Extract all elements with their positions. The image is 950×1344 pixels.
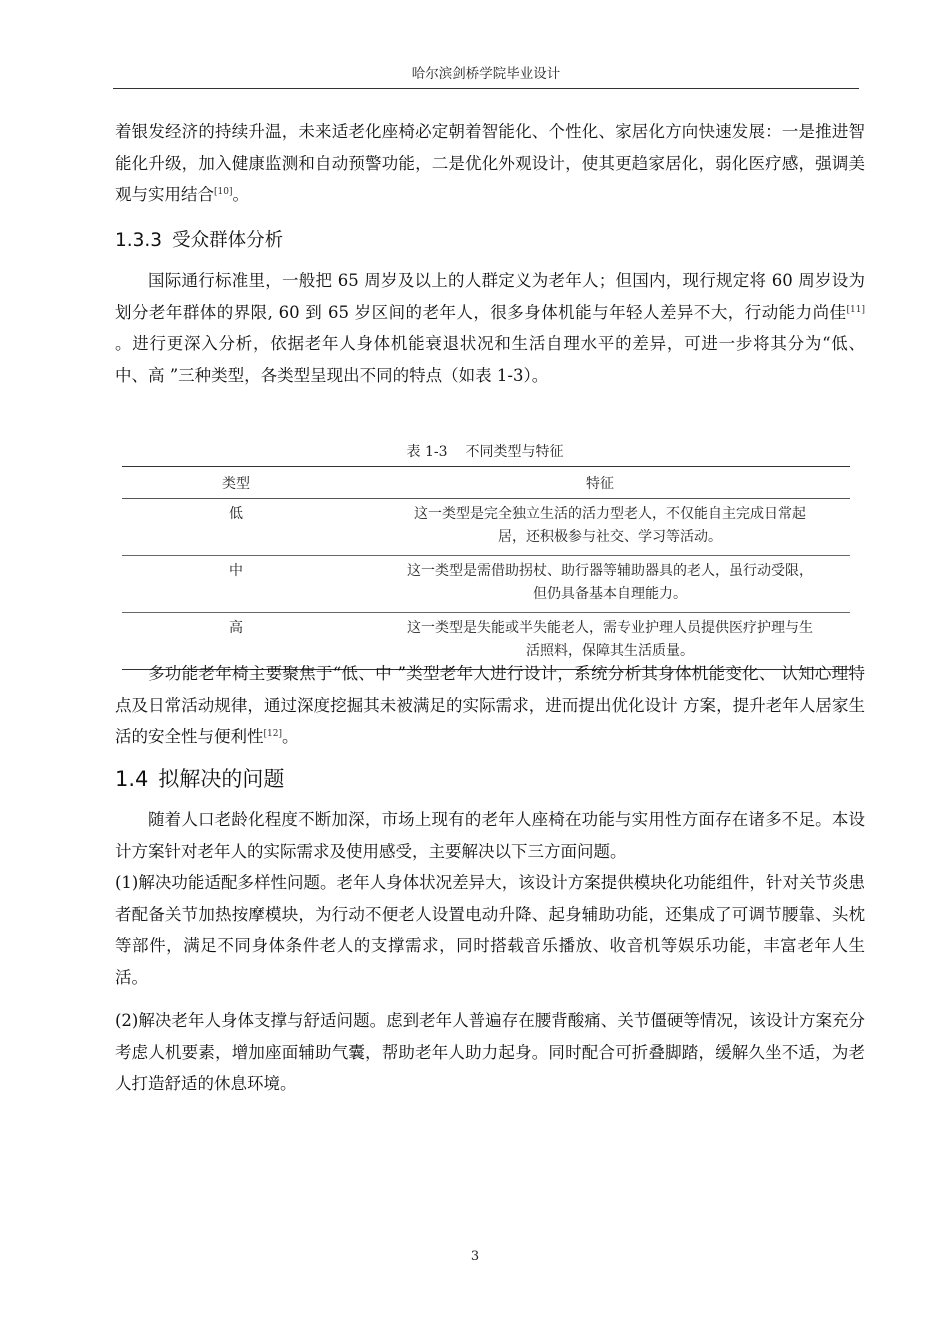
table-caption-number: 表 1-3 — [406, 444, 448, 460]
design-focus-text: 多功能老年椅主要聚焦于“低、中 ”类型老年人进行设计，系统分析其身体机能变化、 认知心理特点及日常活动规律，通过深度挖掘其未被满足的实际需求，进而提出优化设计 方案，提升老年人居家生活的安全性与便利性 — [115, 664, 865, 746]
audience-text-part1: 国际通行标准里，一般把 65 周岁及以上的人群定义为老年人；但国内，现行规定将 60 周岁设为划分老年群体的界限, 60 到 65 岁区间的老年人，很多身体机能与年轻人差异不大，行动能力尚佳 — [115, 271, 865, 322]
problem-item-1 — [115, 867, 865, 993]
section-title: 受众群体分析 — [172, 230, 284, 251]
table-caption — [120, 441, 850, 461]
table-header-type: 类型 — [122, 467, 350, 499]
citation-10: [10] — [214, 187, 233, 197]
design-focus-tail: 。 — [281, 727, 299, 746]
section-number: 1.4 — [115, 767, 149, 791]
table-cell-type: 高 — [122, 613, 350, 670]
table-cell-feature — [350, 556, 850, 613]
types-table — [122, 466, 850, 670]
table-row — [122, 556, 850, 613]
table-header-feature: 特征 — [350, 467, 850, 499]
table-cell-type: 中 — [122, 556, 350, 613]
section-heading-1-4 — [115, 763, 284, 793]
audience-text-part2: 。进行更深入分析，依据老年人身体机能衰退状况和生活自理水平的差异，可进一步将其分为“低、中、高 ”三种类型，各类型呈现出不同的特点（如表 1-3）。 — [115, 334, 865, 385]
table-cell-feature — [350, 499, 850, 556]
intro-paragraph — [115, 116, 865, 211]
table-row — [122, 499, 850, 556]
problems-intro-text: 随着人口老龄化程度不断加深，市场上现有的老年人座椅在功能与实用性方面存在诸多不足。本设计方案针对老年人的实际需求及使用感受，主要解决以下三方面问题。 — [115, 810, 865, 861]
page-number: 3 — [470, 1249, 480, 1264]
feature-line: 这一类型是失能或半失能老人，需专业护理人员提供医疗护理与生 — [407, 620, 813, 636]
section-title: 拟解决的问题 — [158, 767, 285, 791]
citation-11: [11] — [846, 304, 865, 315]
running-header: 哈尔滨剑桥学院毕业设计 — [411, 66, 561, 82]
intro-text: 着银发经济的持续升温，未来适老化座椅必定朝着智能化、个性化、家居化方向快速发展：一是推进智能化升级，加入健康监测和自动预警功能，二是优化外观设计，使其更趋家居化，弱化医疗感，强调美观与实用结合 — [115, 122, 865, 204]
feature-line: 这一类型是完全独立生活的活力型老人，不仅能自主完成日常起 — [414, 506, 806, 522]
feature-line: 居，还积极参与社交、学习等活动。 — [498, 529, 722, 545]
table-header-row — [122, 467, 850, 499]
citation-12: [12] — [263, 729, 282, 739]
table-caption-title: 不同类型与特征 — [465, 444, 564, 460]
feature-line: 这一类型是需借助拐杖、助行器等辅助器具的老人，虽行动受限， — [407, 563, 813, 579]
problem-item-1-text: (1)解决功能适配多样性问题。老年人身体状况差异大，该设计方案提供模块化功能组件，针对关节炎患者配备关节加热按摩模块，为行动不便老人设置电动升降、起身辅助功能，还集成了可调节腰靠、头枕等部件，满足不同身体条件老人的支撑需求，同时搭载音乐播放、收音机等娱乐功能，丰富老年人生活。 — [115, 873, 865, 987]
audience-paragraph — [115, 265, 865, 391]
feature-line: 但仍具备基本自理能力。 — [533, 586, 687, 602]
table-cell-type: 低 — [122, 499, 350, 556]
feature-line: 活照料，保障其生活质量。 — [526, 643, 694, 659]
section-heading-1-3-3 — [115, 226, 283, 252]
intro-tail: 。 — [232, 185, 249, 204]
problem-item-2 — [115, 1005, 865, 1100]
section-number: 1.3.3 — [115, 230, 163, 251]
problem-item-2-text: (2)解决老年人身体支撑与舒适问题。虑到老年人普遍存在腰背酸痛、关节僵硬等情况，该设计方案充分考虑人机要素，增加座面辅助气囊，帮助老年人助力起身。同时配合可折叠脚踏，缓解久坐不适，为老人打造舒适的休息环境。 — [115, 1011, 865, 1093]
header-rule — [113, 88, 859, 89]
design-focus-paragraph — [115, 658, 865, 753]
problems-intro-paragraph — [115, 804, 865, 867]
